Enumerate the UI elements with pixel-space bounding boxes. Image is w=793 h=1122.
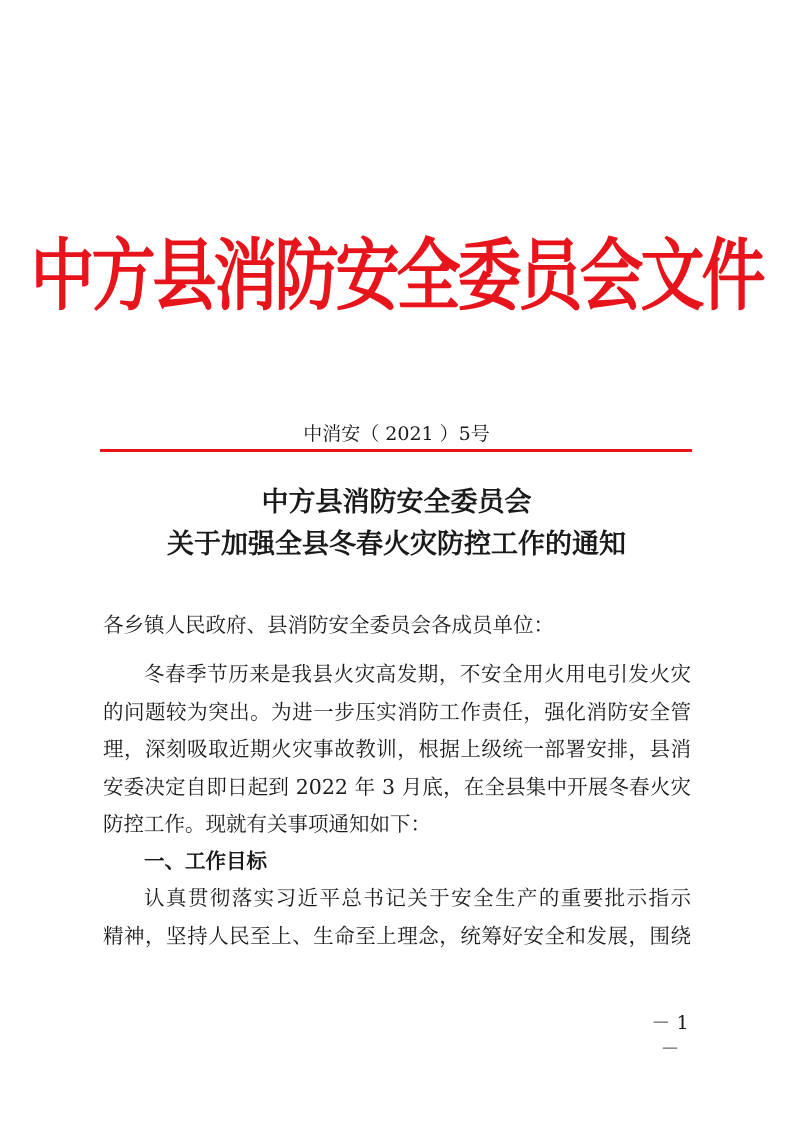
paragraph-line: 冬春季节历来是我县火灾高发期，不安全用火用电引发火灾 (144, 662, 691, 686)
paragraph-work-goals (103, 880, 691, 955)
notice-title-line-1: 中方县消防安全委员会 (261, 487, 532, 518)
paragraph-intro (103, 656, 691, 844)
paragraph-line: 的问题较为突出。为进一步压实消防工作责任，强化消防安全管 (103, 699, 691, 724)
page-number: － 1 － (651, 1012, 689, 1060)
red-divider-line (100, 449, 692, 452)
paragraph-line: 认真贯彻落实习近平总书记关于安全生产的重要批示指示 (144, 886, 691, 910)
notice-title-line-2: 关于加强全县冬春火灾防控工作的通知 (167, 529, 626, 560)
addressee: 各乡镇人民政府、县消防安全委员会各成员单位： (103, 613, 554, 637)
paragraph-line: 防控工作。现就有关事项通知如下： (103, 812, 431, 836)
masthead-title: 中方县消防安全委员会文件 (30, 231, 763, 323)
paragraph-line: 精神，坚持人民至上、生命至上理念，统筹好安全和发展，围绕 (103, 923, 691, 948)
paragraph-line: 理，深刻吸取近期火灾事故教训，根据上级统一部署安排，县消 (103, 737, 691, 761)
section-heading-work-goals: 一、工作目标 (144, 849, 267, 873)
paragraph-line: 安委决定自即日起到 2022 年 3 月底，在全县集中开展冬春火灾 (103, 774, 691, 799)
document-number: 中消安（ 2021 ）5号 (303, 423, 490, 445)
